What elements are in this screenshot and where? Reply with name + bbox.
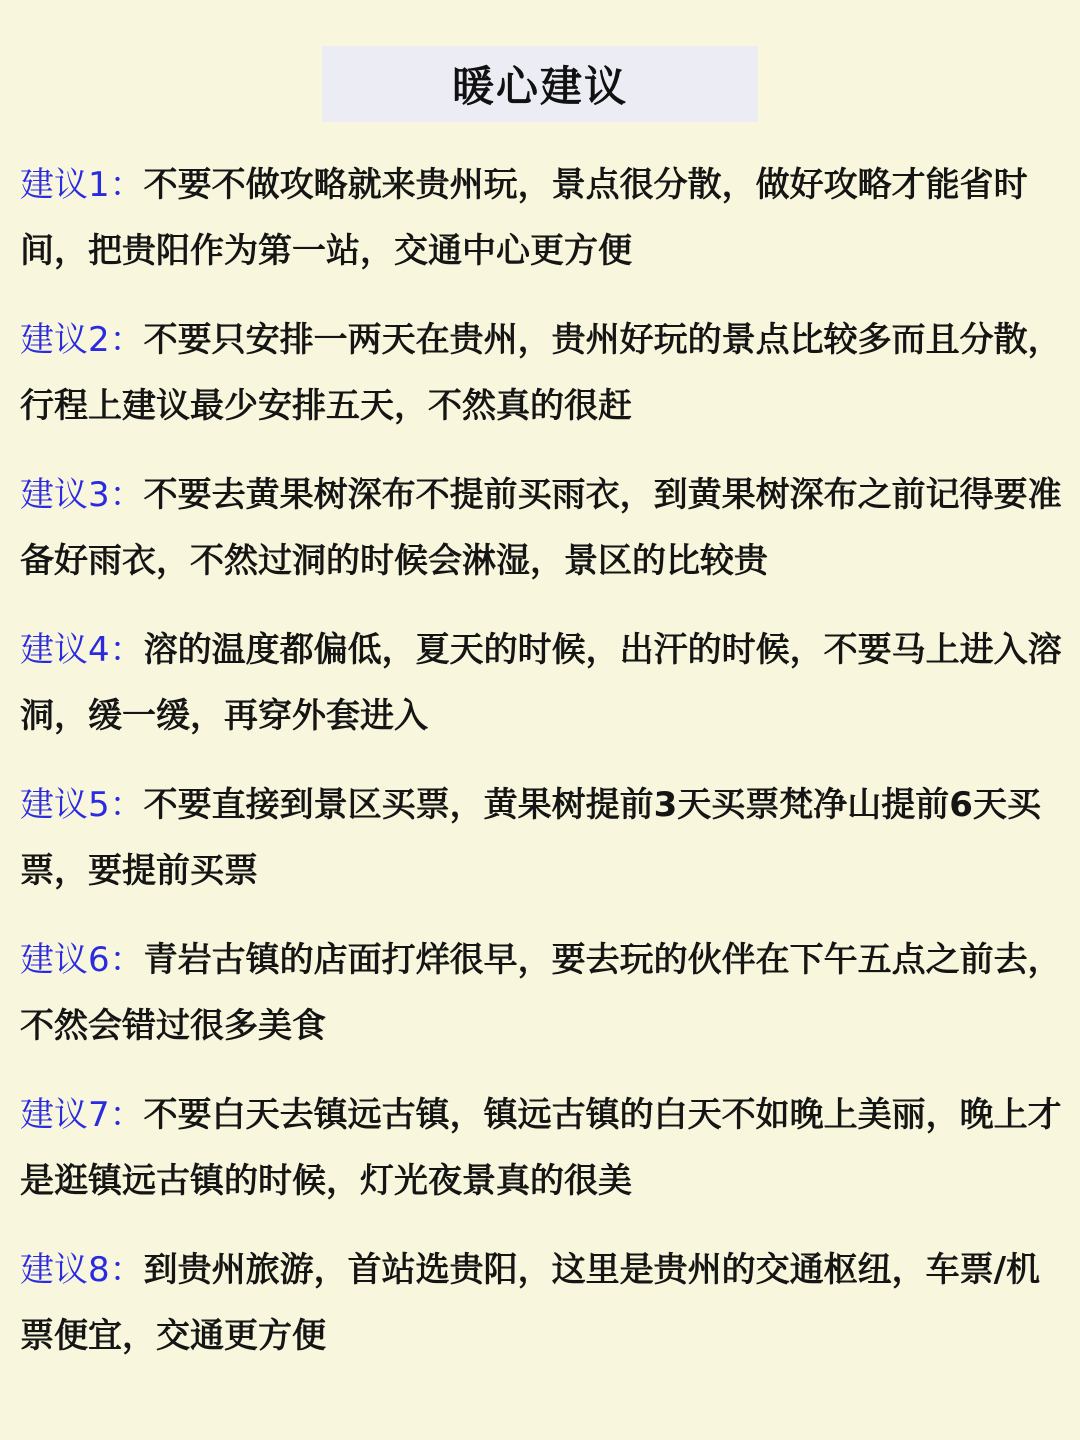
tip-item-2: [20, 307, 1064, 439]
tip-item-5: [20, 772, 1064, 904]
tips-list: [20, 152, 1064, 1392]
tip-item-7: [20, 1082, 1064, 1214]
tip-item-4: [20, 617, 1064, 749]
tip-text: 不要去黄果树深布不提前买雨衣，到黄果树深布之前记得要准备好雨衣，不然过洞的时候会淋湿，景区的比较贵: [20, 475, 1062, 581]
tip-item-6: [20, 927, 1064, 1059]
tip-label: 建议5：: [20, 785, 144, 825]
tip-text: 不要只安排一两天在贵州，贵州好玩的景点比较多而且分散，行程上建议最少安排五天，不然真的很赶: [20, 320, 1062, 426]
tip-text: 不要直接到景区买票，黄果树提前3天买票梵净山提前6天买票，要提前买票: [20, 785, 1041, 891]
tip-label: 建议6：: [20, 940, 144, 980]
tip-item-1: [20, 152, 1064, 284]
tip-text: 不要不做攻略就来贵州玩，景点很分散，做好攻略才能省时间，把贵阳作为第一站，交通中心更方便: [20, 165, 1028, 271]
tip-label: 建议8：: [20, 1250, 144, 1290]
tip-text: 青岩古镇的店面打烊很早，要去玩的伙伴在下午五点之前去，不然会错过很多美食: [20, 940, 1062, 1046]
tip-label: 建议2：: [20, 320, 144, 360]
tip-text: 不要白天去镇远古镇，镇远古镇的白天不如晚上美丽，晚上才是逛镇远古镇的时候，灯光夜景真的很美: [20, 1095, 1062, 1201]
page-title: 暖心建议: [451, 62, 628, 111]
tip-label: 建议7：: [20, 1095, 144, 1135]
tip-text: 到贵州旅游，首站选贵阳，这里是贵州的交通枢纽，车票/机票便宜，交通更方便: [20, 1250, 1041, 1356]
tip-label: 建议1：: [20, 165, 144, 205]
tip-label: 建议3：: [20, 475, 144, 515]
tip-item-8: [20, 1237, 1064, 1369]
tip-label: 建议4：: [20, 630, 144, 670]
tip-text: 溶的温度都偏低，夏天的时候，出汗的时候，不要马上进入溶洞，缓一缓，再穿外套进入: [20, 630, 1062, 736]
tip-item-3: [20, 462, 1064, 594]
title-banner: [322, 46, 758, 122]
